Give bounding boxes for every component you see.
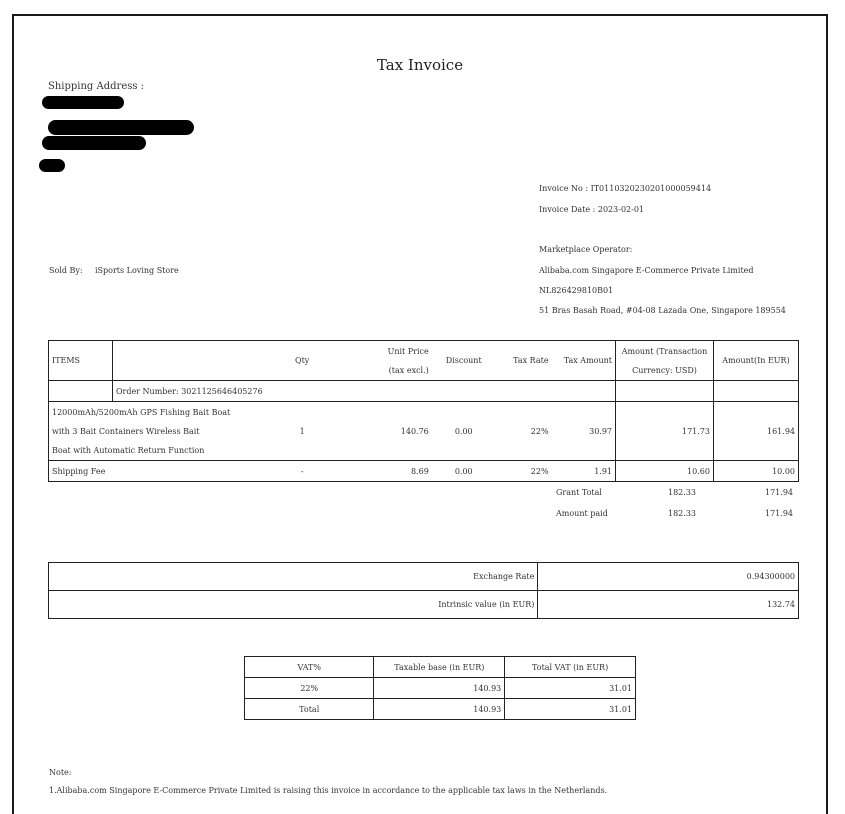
vat-total-amount: 31.01 [505, 699, 636, 720]
exchange-rate-value: 0.94300000 [538, 563, 799, 591]
product-amount-eur: 161.94 [713, 402, 798, 461]
product-unit-price: 140.76 [328, 402, 432, 461]
note-label: Note: [49, 768, 72, 777]
redaction-bar [42, 96, 124, 109]
vat-total-base: 140.93 [374, 699, 505, 720]
product-row [49, 402, 799, 461]
header-qty: Qty [295, 356, 310, 365]
product-description: 12000mAh/5200mAh GPS Fishing Bait Boat with 3 Bait Containers Wireless Bait Boat with Automatic Return Function [49, 402, 277, 461]
items-header-row [49, 341, 799, 381]
intrinsic-value-label: Intrinsic value (in EUR) [49, 591, 538, 619]
vat-header-total: Total VAT (in EUR) [505, 657, 636, 678]
grant-total-eur: 171.94 [765, 488, 793, 497]
header-discount: Discount [445, 356, 482, 365]
intrinsic-value-row [49, 591, 799, 619]
amount-paid-label: Amount paid [556, 509, 608, 518]
shipping-tax-amount: 1.91 [552, 461, 616, 482]
invoice-page [12, 14, 828, 814]
redaction-bar [39, 159, 65, 172]
vat-rate-base: 140.93 [374, 678, 505, 699]
exchange-rate-label: Exchange Rate [49, 563, 538, 591]
shipping-tax-rate: 22% [496, 461, 552, 482]
header-amount-eur: Amount(In EUR) [722, 356, 790, 365]
shipping-unit-price: 8.69 [328, 461, 432, 482]
marketplace-name: Alibaba.com Singapore E-Commerce Private Limited [539, 266, 754, 275]
amount-paid-eur: 171.94 [765, 509, 793, 518]
header-amount-usd: Amount (Transaction Currency: USD) [616, 341, 714, 381]
marketplace-vat-id: NL826429810B01 [539, 286, 614, 295]
grant-total-label: Grant Total [556, 488, 602, 497]
shipping-address-label: Shipping Address : [48, 81, 145, 92]
invoice-number: Invoice No : IT0110320230201000059414 [539, 184, 712, 193]
redaction-bar [42, 136, 146, 150]
vat-header-base: Taxable base (in EUR) [374, 657, 505, 678]
product-tax-rate: 22% [496, 402, 552, 461]
product-qty: 1 [276, 402, 328, 461]
product-amount-usd: 171.73 [616, 402, 714, 461]
invoice-title: Tax Invoice [376, 56, 464, 74]
vat-header-rate: VAT% [245, 657, 374, 678]
vat-table [244, 656, 636, 720]
exchange-rate-row [49, 563, 799, 591]
sold-by-label: Sold By: [49, 266, 83, 275]
sold-by-value: iSports Loving Store [95, 266, 179, 275]
amount-paid-usd: 182.33 [668, 509, 696, 518]
vat-rate: 22% [245, 678, 374, 699]
exchange-table [48, 562, 799, 619]
intrinsic-value: 132.74 [538, 591, 799, 619]
items-table [48, 340, 799, 482]
vat-header-row [245, 657, 636, 678]
shipping-amount-usd: 10.60 [616, 461, 714, 482]
shipping-label: Shipping Fee [49, 461, 277, 482]
vat-rate-amount: 31.01 [505, 678, 636, 699]
header-items: ITEMS [49, 341, 113, 381]
grant-total-usd: 182.33 [668, 488, 696, 497]
header-tax-rate: Tax Rate [513, 356, 549, 365]
marketplace-address: 51 Bras Basah Road, #04-08 Lazada One, Singapore 189554 [539, 306, 786, 315]
vat-rate-row [245, 678, 636, 699]
product-discount: 0.00 [432, 402, 496, 461]
shipping-qty: - [276, 461, 328, 482]
vat-total-row [245, 699, 636, 720]
product-tax-amount: 30.97 [552, 402, 616, 461]
note-line-1: 1.Alibaba.com Singapore E-Commerce Private Limited is raising this invoice in accordance to the applicable tax laws in the Netherlands. [49, 786, 608, 795]
invoice-date: Invoice Date : 2023-02-01 [539, 205, 645, 214]
redaction-bar [48, 120, 194, 135]
shipping-discount: 0.00 [432, 461, 496, 482]
marketplace-label: Marketplace Operator: [539, 245, 633, 254]
shipping-amount-eur: 10.00 [713, 461, 798, 482]
header-tax-amount: Tax Amount [552, 341, 616, 381]
vat-total-label: Total [245, 699, 374, 720]
shipping-row [49, 461, 799, 482]
order-number: Order Number: 3021125646405276 [112, 381, 551, 402]
header-unit-price: Unit Price (tax excl.) [387, 346, 429, 375]
order-number-row [49, 381, 799, 402]
